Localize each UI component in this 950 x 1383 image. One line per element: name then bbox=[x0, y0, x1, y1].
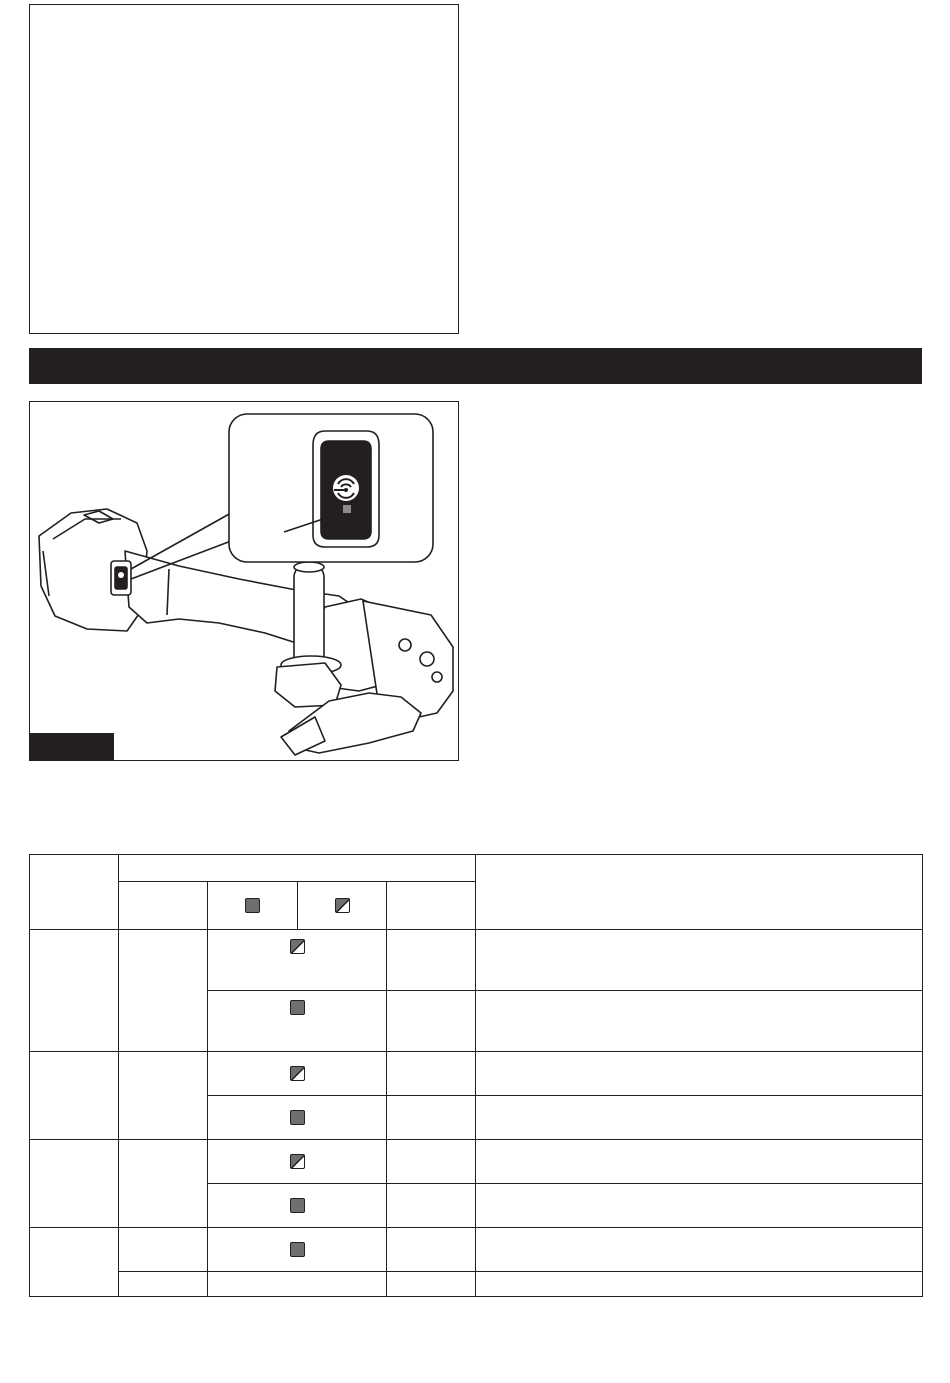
row-lamp bbox=[208, 1228, 387, 1272]
led-on-icon bbox=[245, 898, 260, 913]
row-state bbox=[30, 1228, 119, 1297]
row-extra bbox=[387, 930, 476, 991]
led-on-icon bbox=[290, 1000, 305, 1015]
section-title bbox=[29, 357, 39, 374]
row-extra bbox=[387, 1052, 476, 1096]
header-indicator bbox=[119, 855, 476, 882]
header-sub-4 bbox=[387, 882, 476, 930]
wireless-unit-illustration bbox=[29, 401, 459, 761]
row-extra bbox=[387, 1096, 476, 1140]
indicator-status-table bbox=[29, 854, 923, 1297]
led-blink-icon bbox=[290, 1066, 305, 1081]
row-mode bbox=[119, 1228, 208, 1272]
row-lamp bbox=[208, 930, 387, 991]
figure-frame bbox=[29, 401, 459, 761]
led-on-icon bbox=[290, 1110, 305, 1125]
figure-label bbox=[30, 733, 114, 760]
row-mode bbox=[119, 1140, 208, 1228]
row-description bbox=[476, 1096, 923, 1140]
row-extra bbox=[387, 1184, 476, 1228]
led-on-icon bbox=[290, 1242, 305, 1257]
row-state bbox=[30, 1140, 119, 1228]
row-lamp bbox=[208, 1096, 387, 1140]
row-lamp bbox=[208, 1140, 387, 1184]
row-description bbox=[476, 1228, 923, 1272]
row-extra bbox=[387, 1228, 476, 1272]
row-description bbox=[476, 1184, 923, 1228]
led-blink-icon bbox=[290, 939, 305, 954]
row-extra bbox=[387, 1272, 476, 1297]
row-lamp bbox=[208, 1052, 387, 1096]
led-blink-icon bbox=[335, 898, 350, 913]
row-lamp bbox=[208, 991, 387, 1052]
row-extra bbox=[387, 991, 476, 1052]
header-lamp-blink-col bbox=[298, 882, 387, 930]
row-mode bbox=[119, 1052, 208, 1140]
row-lamp bbox=[208, 1272, 387, 1297]
note-box bbox=[29, 4, 459, 334]
row-description bbox=[476, 1272, 923, 1297]
led-blink-icon bbox=[290, 1154, 305, 1169]
header-lamp-on-col bbox=[208, 882, 298, 930]
row-description bbox=[476, 1052, 923, 1096]
row-extra bbox=[387, 1140, 476, 1184]
header-status bbox=[30, 855, 119, 930]
side-grip bbox=[294, 565, 324, 670]
row-state bbox=[30, 1052, 119, 1140]
row-lamp bbox=[208, 1184, 387, 1228]
wireless-indicator-lamp bbox=[343, 505, 351, 513]
header-description bbox=[476, 855, 923, 930]
led-on-icon bbox=[290, 1198, 305, 1213]
row-description bbox=[476, 1140, 923, 1184]
row-mode bbox=[119, 930, 208, 1052]
header-sub-1 bbox=[119, 882, 208, 930]
row-description bbox=[476, 930, 923, 991]
row-state bbox=[30, 930, 119, 1052]
row-mode bbox=[119, 1272, 208, 1297]
row-description bbox=[476, 991, 923, 1052]
section-header-bar bbox=[29, 348, 922, 384]
